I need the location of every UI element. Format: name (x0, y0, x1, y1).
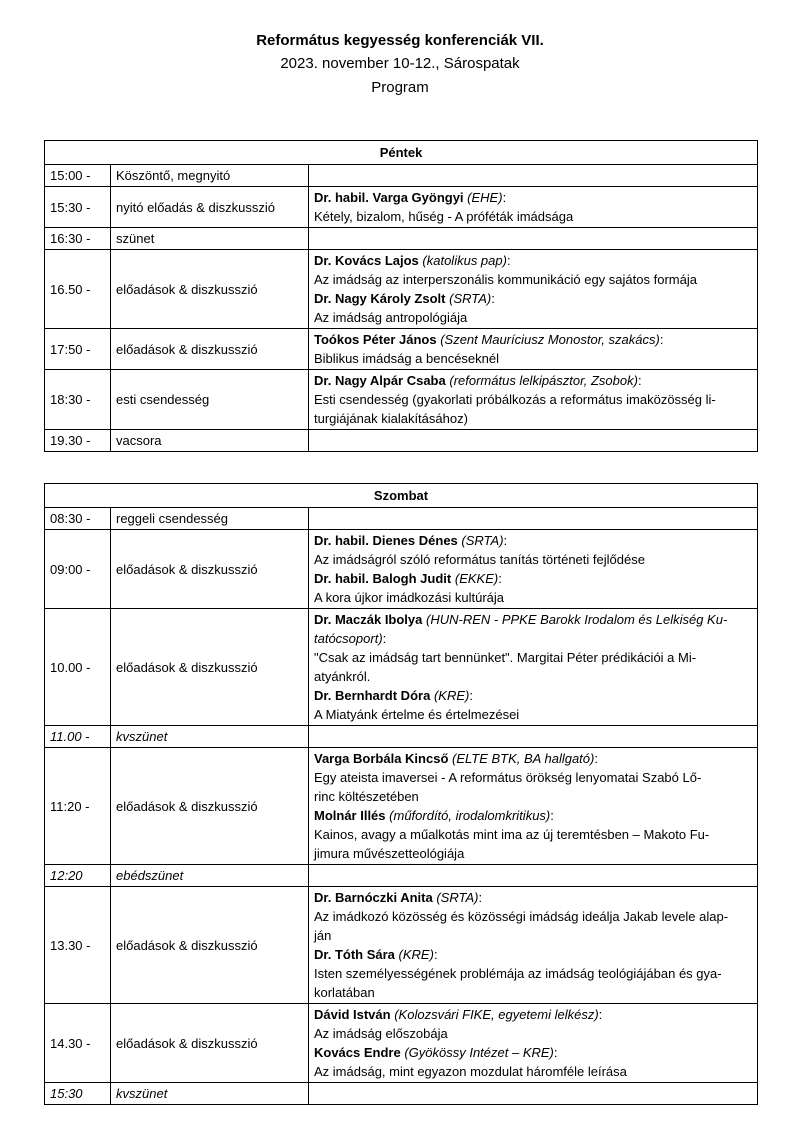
talk-speaker-line: Dr. habil. Dienes Dénes (SRTA): (314, 533, 508, 548)
activity-cell: ebédszünet (111, 865, 309, 887)
time-cell: 16:30 - (45, 228, 111, 250)
talks-block (314, 251, 752, 327)
talk (314, 1005, 752, 1043)
time-cell: 08:30 - (45, 508, 111, 530)
talks-cell (309, 887, 758, 1004)
talk-title: korlatában (314, 985, 375, 1000)
schedule-row (45, 1004, 758, 1083)
time-cell: 16.50 - (45, 250, 111, 329)
talk-speaker-line: Dr. habil. Balogh Judit (EKKE): (314, 571, 502, 586)
talk-title: atyánkról. (314, 669, 371, 684)
time-cell: 15:00 - (45, 165, 111, 187)
speaker-affiliation: (EHE) (467, 190, 503, 205)
time-cell: 11:20 - (45, 748, 111, 865)
activity-cell: reggeli csendesség (111, 508, 309, 530)
talks-cell (309, 726, 758, 748)
schedule-row (45, 508, 758, 530)
schedule-row (45, 329, 758, 370)
activity-cell: kvszünet (111, 1083, 309, 1105)
activity-cell: előadások & diszkusszió (111, 530, 309, 609)
talk-title: Az imádság az interperszonális kommunikáció egy sajátos formája (314, 272, 697, 287)
schedule-row (45, 430, 758, 452)
talk-speaker-line: Dr. Bernhardt Dóra (KRE): (314, 688, 473, 703)
speaker-affiliation: tatócsoport) (314, 631, 383, 646)
talk (314, 251, 752, 289)
talk-speaker-line: Dr. habil. Varga Gyöngyi (EHE): (314, 190, 507, 205)
speaker-name: Dr. Bernhardt Dóra (314, 688, 431, 703)
talk-title: turgiájának kialakításához) (314, 411, 468, 426)
talks-block (314, 1005, 752, 1081)
day-header: Szombat (45, 484, 758, 508)
talk-speaker-line (314, 610, 752, 629)
schedule-table-friday (44, 140, 758, 452)
talk-speaker-line: Dr. Barnóczki Anita (SRTA): (314, 890, 483, 905)
speaker-name: Varga Borbála Kincső (314, 751, 449, 766)
speaker-affiliation: (KRE) (433, 688, 470, 703)
talk (314, 289, 752, 327)
document-header (0, 30, 800, 100)
schedule-row (45, 250, 758, 329)
speaker-affiliation: (Szent Mauríciusz Monostor, szakács) (440, 332, 660, 347)
speaker-affiliation: (ELTE BTK, BA hallgató) (452, 751, 595, 766)
talk (314, 888, 752, 945)
talks-block (314, 888, 752, 1002)
speaker-name: Dr. Nagy Alpár Csaba (314, 373, 446, 388)
talk (314, 371, 752, 428)
talks-block (314, 749, 752, 863)
talks-cell (309, 748, 758, 865)
date-place: 2023. november 10-12., Sárospatak (280, 55, 520, 72)
speaker-name: Molnár Illés (314, 808, 386, 823)
speaker-name: Dr. Tóth Sára (314, 947, 395, 962)
time-cell: 18:30 - (45, 370, 111, 430)
talks-cell (309, 508, 758, 530)
schedule-row (45, 165, 758, 187)
talk (314, 610, 752, 686)
talk-title: Az imádkozó közösség és közösségi imádság ideálja Jakab levele alap- (314, 909, 729, 924)
talk (314, 569, 752, 607)
talks-cell (309, 609, 758, 726)
talks-cell (309, 250, 758, 329)
talk-title: rinc költészetében (314, 789, 419, 804)
talks-cell (309, 430, 758, 452)
speaker-affiliation: (HUN-REN - PPKE Barokk Irodalom és Lelkiség Ku- (426, 612, 728, 627)
activity-cell: szünet (111, 228, 309, 250)
talk-title: Az imádság antropológiája (314, 310, 468, 325)
speaker-affiliation: (KRE) (398, 947, 434, 962)
schedule-row (45, 228, 758, 250)
speaker-name: Dr. habil. Dienes Dénes (314, 533, 458, 548)
talk-title: Kétely, bizalom, hűség - A próféták imádsága (314, 209, 574, 224)
conference-title: Református kegyesség konferenciák VII. (256, 32, 544, 49)
speaker-name: Dr. habil. Balogh Judit (314, 571, 452, 586)
talks-block (314, 330, 752, 368)
speaker-affiliation-cont: tatócsoport): (314, 631, 387, 646)
time-cell: 19.30 - (45, 430, 111, 452)
time-cell: 13.30 - (45, 887, 111, 1004)
speaker-name: Toókos Péter János (314, 332, 437, 347)
time-cell: 11.00 - (45, 726, 111, 748)
talks-cell (309, 165, 758, 187)
talk-title: Az imádságról szóló református tanítás történeti fejlődése (314, 552, 645, 567)
talk (314, 531, 752, 569)
talk-speaker-line: Dr. Nagy Károly Zsolt (SRTA): (314, 291, 495, 306)
talk-title: Esti csendesség (gyakorlati próbálkozás a református imaközösség li- (314, 392, 716, 407)
activity-cell: előadások & diszkusszió (111, 887, 309, 1004)
program-heading: Program (371, 79, 429, 96)
talk-title: "Csak az imádság tart bennünket". Margitai Péter prédikációi a Mi- (314, 650, 697, 665)
talk-title: Kainos, avagy a műalkotás mint ima az új teremtésben – Makoto Fu- (314, 827, 710, 842)
schedule-row (45, 370, 758, 430)
talks-cell (309, 370, 758, 430)
talk-speaker-line: Dr. Nagy Alpár Csaba (református lelkipásztor, Zsobok): (314, 373, 642, 388)
speaker-affiliation: (SRTA) (436, 890, 479, 905)
schedule-table-saturday (44, 483, 758, 1105)
schedule-row (45, 187, 758, 228)
time-cell: 10.00 - (45, 609, 111, 726)
time-cell: 12:20 (45, 865, 111, 887)
speaker-affiliation: (SRTA) (449, 291, 492, 306)
talks-cell (309, 187, 758, 228)
activity-cell: vacsora (111, 430, 309, 452)
speaker-affiliation: (EKKE) (454, 571, 499, 586)
speaker-affiliation: (Gyökössy Intézet – KRE) (404, 1045, 554, 1060)
time-cell: 17:50 - (45, 329, 111, 370)
talk (314, 686, 752, 724)
day-header: Péntek (45, 141, 758, 165)
speaker-affiliation: (katolikus pap) (422, 253, 507, 268)
day-header-row (45, 484, 758, 508)
speaker-name: Kovács Endre (314, 1045, 401, 1060)
talk-speaker-line: Toókos Péter János (Szent Mauríciusz Monostor, szakács): (314, 332, 664, 347)
talk-title: A Miatyánk értelme és értelmezései (314, 707, 520, 722)
talks-cell (309, 228, 758, 250)
talks-cell (309, 1083, 758, 1105)
speaker-name: Dr. Barnóczki Anita (314, 890, 433, 905)
talk (314, 1043, 752, 1081)
time-cell: 14.30 - (45, 1004, 111, 1083)
talks-block (314, 188, 752, 226)
talk-speaker-line: Kovács Endre (Gyökössy Intézet – KRE): (314, 1045, 558, 1060)
talk-title: Egy ateista imaversei - A református örökség lenyomatai Szabó Lő- (314, 770, 702, 785)
activity-cell: esti csendesség (111, 370, 309, 430)
talk-title: Biblikus imádság a bencéseknél (314, 351, 499, 366)
talk-speaker-line: Dr. Tóth Sára (KRE): (314, 947, 438, 962)
talk (314, 806, 752, 863)
talk (314, 330, 752, 368)
activity-cell: nyitó előadás & diszkusszió (111, 187, 309, 228)
talk-speaker-line: Molnár Illés (műfordító, irodalomkritikus): (314, 808, 554, 823)
schedule-row (45, 865, 758, 887)
activity-cell: kvszünet (111, 726, 309, 748)
talk-title: ján (314, 928, 332, 943)
speaker-affiliation: (SRTA) (461, 533, 504, 548)
activity-cell: előadások & diszkusszió (111, 329, 309, 370)
speaker-name: Dr. habil. Varga Gyöngyi (314, 190, 464, 205)
talk-speaker-line: Dávid István (Kolozsvári FIKE, egyetemi lelkész): (314, 1007, 603, 1022)
schedule-row (45, 1083, 758, 1105)
talks-cell (309, 530, 758, 609)
talk-title: jimura művészetteológiája (314, 846, 465, 861)
speaker-name: Dr. Maczák Ibolya (314, 612, 423, 627)
speaker-name: Dr. Nagy Károly Zsolt (314, 291, 446, 306)
schedule-row (45, 726, 758, 748)
activity-cell: előadások & diszkusszió (111, 1004, 309, 1083)
speaker-affiliation: (műfordító, irodalomkritikus) (389, 808, 551, 823)
time-cell: 15:30 - (45, 187, 111, 228)
schedule-row (45, 748, 758, 865)
talk-title: A kora újkor imádkozási kultúrája (314, 590, 505, 605)
talks-cell (309, 865, 758, 887)
talk (314, 188, 752, 226)
talk (314, 945, 752, 1002)
schedule-row (45, 609, 758, 726)
activity-cell: előadások & diszkusszió (111, 609, 309, 726)
speaker-affiliation: (Kolozsvári FIKE, egyetemi lelkész) (394, 1007, 599, 1022)
talks-block (314, 610, 752, 724)
talk-title: Az imádság előszobája (314, 1026, 448, 1041)
schedule-row (45, 887, 758, 1004)
day-header-row (45, 141, 758, 165)
speaker-name: Dr. Kovács Lajos (314, 253, 419, 268)
activity-cell: előadások & diszkusszió (111, 250, 309, 329)
talk-speaker-line: Varga Borbála Kincső (ELTE BTK, BA hallgató): (314, 751, 598, 766)
talks-block (314, 371, 752, 428)
talks-cell (309, 329, 758, 370)
talks-cell (309, 1004, 758, 1083)
talk (314, 749, 752, 806)
activity-cell: előadások & diszkusszió (111, 748, 309, 865)
talk-title: Isten személyességének problémája az imádság teológiájában és gya- (314, 966, 722, 981)
activity-cell: Köszöntő, megnyitó (111, 165, 309, 187)
time-cell: 15:30 (45, 1083, 111, 1105)
talk-title: Az imádság, mint egyazon mozdulat háromféle leírása (314, 1064, 627, 1079)
speaker-affiliation: (református lelkipásztor, Zsobok) (449, 373, 638, 388)
talks-block (314, 531, 752, 607)
speaker-name: Dávid István (314, 1007, 391, 1022)
time-cell: 09:00 - (45, 530, 111, 609)
talk-speaker-line: Dr. Kovács Lajos (katolikus pap): (314, 253, 511, 268)
schedule-row (45, 530, 758, 609)
